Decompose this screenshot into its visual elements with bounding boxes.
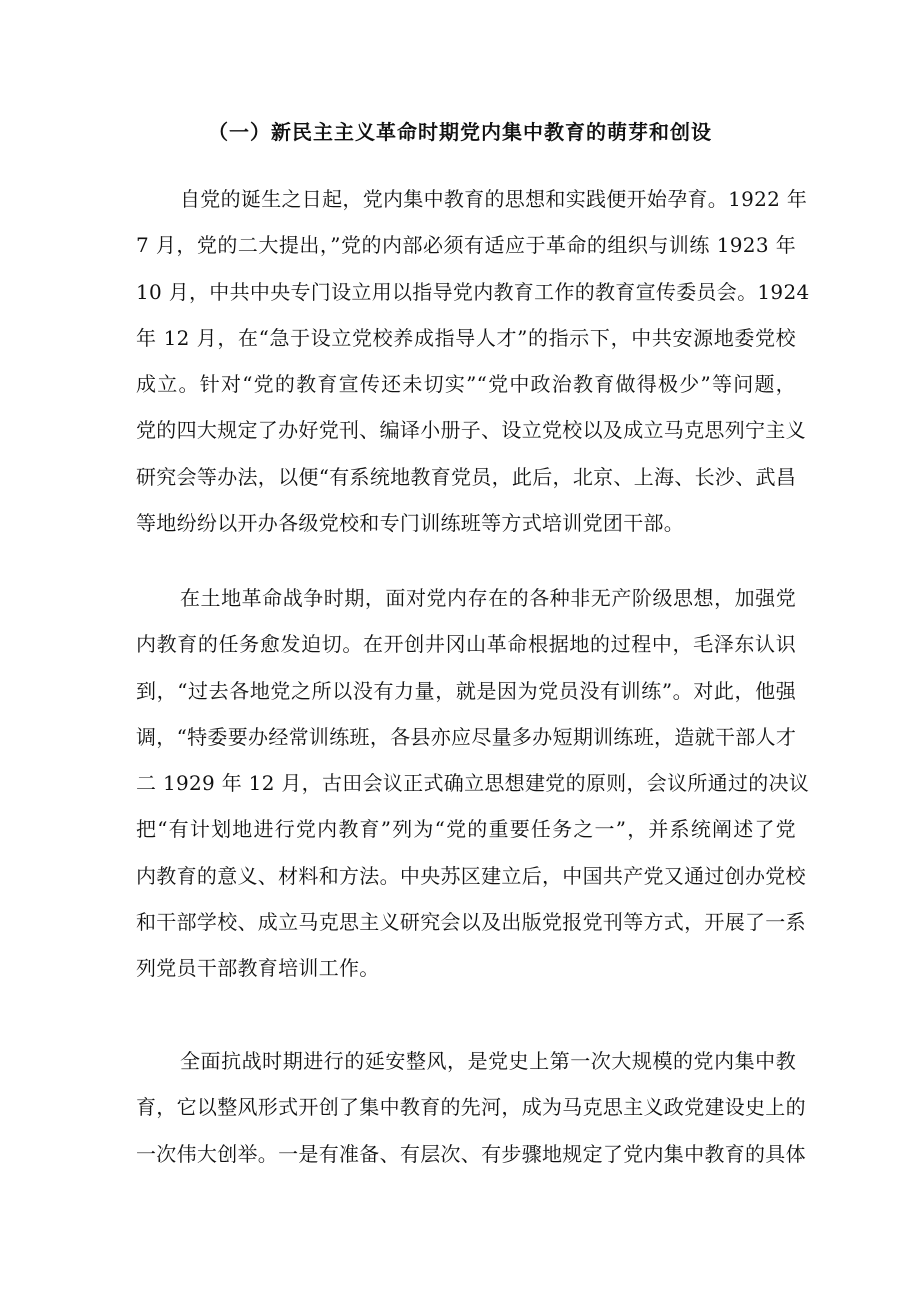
paragraph-line: 等地纷纷以开办各级党校和专门训练班等方式培训党团干部。 bbox=[136, 511, 685, 536]
paragraph-line: 把“有计划地进行党内教育”列为“党的重要任务之一”，并系统阐述了党 bbox=[136, 817, 796, 842]
paragraph-line: 在土地革命战争时期，面对党内存在的各种非无产阶级思想，加强党 bbox=[180, 586, 796, 610]
paragraph-line: 一次伟大创举。一是有准备、有层次、有步骤地规定了党内集中教育的具体 bbox=[136, 1141, 806, 1166]
paragraph-line: 和干部学校、成立马克思主义研究会以及出版党报党刊等方式，开展了一系 bbox=[136, 910, 806, 935]
paragraph-line: 成立。针对“党的教育宣传还未切实”“党中政治教育做得极少”等问题， bbox=[136, 372, 796, 397]
paragraph-3 bbox=[136, 1038, 806, 1177]
section-heading: （一）新民主主义革命时期党内集中教育的萌芽和创设 bbox=[208, 120, 712, 144]
paragraph-line: 10 月，中共中央专门设立用以指导党内教育工作的教育宣传委员会。1924 bbox=[136, 279, 810, 304]
paragraph-2 bbox=[136, 575, 810, 992]
paragraph-line: 党的四大规定了办好党刊、编译小册子、设立党校以及成立马克思列宁主义 bbox=[136, 418, 806, 443]
paragraph-line: 二 1929 年 12 月，古田会议正式确立思想建党的原则，会议所通过的决议 bbox=[136, 771, 810, 796]
paragraph-line: 自党的诞生之日起，党内集中教育的思想和实践便开始孕育。1922 年 bbox=[180, 187, 808, 211]
paragraph-line: 内教育的任务愈发迫切。在开创井冈山革命根据地的过程中，毛泽东认识 bbox=[136, 632, 796, 657]
paragraph-line: 全面抗战时期进行的延安整风，是党史上第一次大规模的党内集中教 bbox=[180, 1049, 796, 1073]
paragraph-line: 育，它以整风形式开创了集中教育的先河，成为马克思主义政党建设史上的 bbox=[136, 1095, 806, 1120]
paragraph-line: 调，“特委要办经常训练班，各县亦应尽量多办短期训练班，造就干部人才 bbox=[136, 724, 797, 749]
paragraph-line: 到，“过去各地党之所以没有力量，就是因为党员没有训练”。对此，他强 bbox=[136, 678, 796, 703]
paragraph-line: 7 月，党的二大提出，”党的内部必须有适应于革命的组织与训练 1923 年 bbox=[136, 233, 796, 258]
paragraph-line: 内教育的意义、材料和方法。中央苏区建立后，中国共产党又通过创办党校 bbox=[136, 863, 806, 888]
paragraph-line: 列党员干部教育培训工作。 bbox=[136, 956, 380, 981]
paragraph-line: 年 12 月，在“急于设立党校养成指导人才”的指示下，中共安源地委党校 bbox=[136, 325, 796, 350]
paragraph-1 bbox=[136, 176, 810, 546]
paragraph-line: 研究会等办法，以便“有系统地教育党员，此后，北京、上海、长沙、武昌 bbox=[136, 464, 797, 489]
